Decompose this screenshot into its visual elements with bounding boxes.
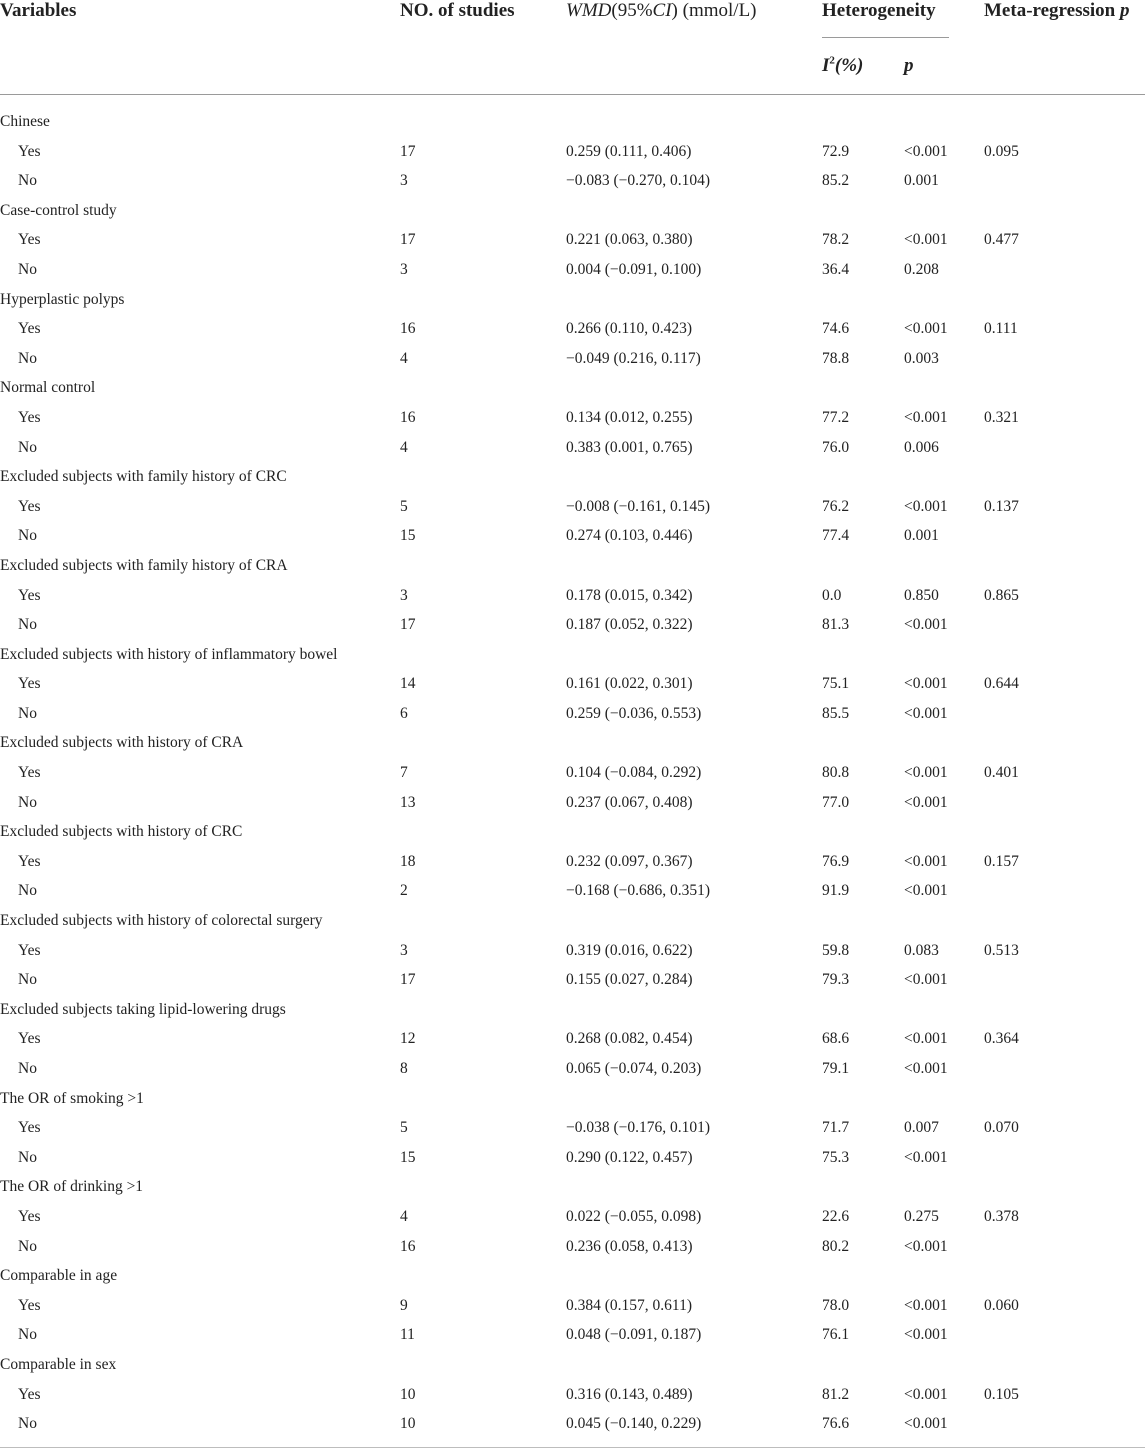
subgroup-cell: Yes: [18, 231, 41, 249]
p-cell: <0.001: [904, 675, 948, 693]
table-row: [0, 581, 1145, 611]
table-row: [0, 344, 1145, 374]
header-wmd-paren: (95%: [611, 0, 653, 21]
meta-regression-cell: 0.105: [984, 1385, 1019, 1403]
subgroup-cell: Yes: [18, 675, 41, 693]
subgroup-cell: Yes: [18, 320, 41, 338]
group-label: Chinese: [0, 113, 50, 130]
p-cell: <0.001: [904, 1326, 948, 1344]
num-studies-cell: 4: [400, 349, 408, 367]
meta-regression-cell: 0.865: [984, 586, 1019, 604]
p-cell: <0.001: [904, 1415, 948, 1433]
wmd-cell: 0.022 (−0.055, 0.098): [566, 1207, 702, 1225]
i2-cell: 81.3: [822, 616, 850, 634]
num-studies-cell: 14: [400, 675, 416, 693]
group-row: [0, 995, 1145, 1025]
subgroup-cell: Yes: [18, 408, 41, 426]
p-cell: <0.001: [904, 852, 948, 870]
wmd-cell: 0.266 (0.110, 0.423): [566, 320, 692, 338]
header-i2: [822, 55, 863, 77]
wmd-cell: 0.383 (0.001, 0.765): [566, 438, 693, 456]
meta-regression-cell: 0.401: [984, 764, 1019, 782]
subgroup-cell: No: [18, 172, 37, 190]
i2-cell: 80.8: [822, 764, 850, 782]
num-studies-cell: 11: [400, 1326, 415, 1344]
table-row: [0, 225, 1145, 255]
p-cell: 0.001: [904, 172, 939, 190]
header-meta-regression: [984, 0, 1129, 22]
table-row: [0, 1409, 1145, 1439]
p-cell: <0.001: [904, 793, 948, 811]
subgroup-cell: No: [18, 349, 37, 367]
subgroup-cell: Yes: [18, 586, 41, 604]
header-wmd: [566, 0, 757, 22]
i2-cell: 91.9: [822, 882, 850, 900]
header-i2-letter: I: [822, 55, 830, 76]
p-cell: <0.001: [904, 497, 948, 515]
wmd-cell: 0.104 (−0.084, 0.292): [566, 764, 702, 782]
i2-cell: 79.3: [822, 971, 850, 989]
group-label: The OR of smoking >1: [0, 1089, 144, 1107]
group-row: [0, 640, 1145, 670]
num-studies-cell: 13: [400, 793, 416, 811]
num-studies-cell: 5: [400, 1119, 408, 1137]
meta-regression-cell: 0.137: [984, 497, 1019, 515]
p-cell: <0.001: [904, 1385, 948, 1403]
header-i2-sup: 2: [829, 54, 835, 67]
subgroup-cell: No: [18, 1415, 37, 1433]
group-row: [0, 1261, 1145, 1291]
i2-cell: 76.6: [822, 1415, 850, 1433]
num-studies-cell: 4: [400, 438, 408, 456]
header-i2-unit: (%): [834, 55, 864, 76]
wmd-cell: 0.134 (0.012, 0.255): [566, 408, 693, 426]
p-cell: 0.208: [904, 260, 939, 278]
table-row: [0, 610, 1145, 640]
header-wmd-rest: ) (mmol/L): [671, 0, 757, 21]
group-row: [0, 285, 1145, 315]
wmd-cell: −0.168 (−0.686, 0.351): [566, 882, 711, 900]
subgroup-cell: No: [18, 616, 37, 634]
subgroup-cell: No: [18, 971, 37, 989]
meta-regression-cell: 0.644: [984, 675, 1019, 693]
subgroup-cell: Yes: [18, 1207, 41, 1225]
i2-cell: 85.5: [822, 704, 850, 722]
group-label: Comparable in age: [0, 1267, 118, 1285]
group-label: Hyperplastic polyps: [0, 290, 125, 308]
num-studies-cell: 7: [400, 764, 408, 782]
i2-cell: 77.4: [822, 527, 850, 545]
header-variables: Variables: [0, 0, 77, 21]
wmd-cell: 0.316 (0.143, 0.489): [566, 1385, 693, 1403]
subgroup-cell: Yes: [18, 941, 41, 959]
group-row: [0, 817, 1145, 847]
p-cell: <0.001: [904, 764, 948, 782]
p-cell: 0.006: [904, 438, 939, 456]
table-row: [0, 965, 1145, 995]
subgroup-cell: Yes: [18, 497, 41, 515]
i2-cell: 59.8: [822, 941, 850, 959]
table-body: [0, 107, 1145, 1439]
table-row: [0, 1113, 1145, 1143]
p-cell: <0.001: [904, 1296, 948, 1314]
i2-cell: 74.6: [822, 320, 850, 338]
num-studies-cell: 9: [400, 1296, 408, 1314]
meta-regression-cell: 0.060: [984, 1296, 1019, 1314]
table-row: [0, 758, 1145, 788]
p-cell: <0.001: [904, 1060, 948, 1077]
subgroup-cell: No: [18, 704, 37, 722]
p-cell: 0.083: [904, 941, 939, 959]
group-label: Case-control study: [0, 201, 117, 219]
wmd-cell: 0.161 (0.022, 0.301): [566, 675, 693, 693]
group-label: Excluded subjects with history of CRA: [0, 734, 244, 752]
p-cell: <0.001: [904, 704, 948, 722]
p-cell: <0.001: [904, 882, 948, 900]
p-cell: 0.275: [904, 1207, 939, 1225]
table-row: [0, 788, 1145, 818]
table-row: [0, 847, 1145, 877]
wmd-cell: 0.319 (0.016, 0.622): [566, 941, 693, 959]
wmd-cell: 0.237 (0.067, 0.408): [566, 793, 693, 811]
i2-cell: 85.2: [822, 172, 850, 190]
i2-cell: 76.1: [822, 1326, 850, 1344]
i2-cell: 71.7: [822, 1119, 850, 1137]
table-row: [0, 699, 1145, 729]
subgroup-cell: No: [18, 1148, 37, 1166]
table-row: [0, 255, 1145, 285]
i2-cell: 75.3: [822, 1148, 850, 1166]
p-cell: <0.001: [904, 231, 948, 249]
header-p: [904, 55, 914, 77]
wmd-cell: 0.290 (0.122, 0.457): [566, 1148, 693, 1166]
i2-cell: 75.1: [822, 675, 850, 693]
group-row: [0, 1084, 1145, 1114]
wmd-cell: 0.259 (−0.036, 0.553): [566, 704, 702, 722]
i2-cell: 77.2: [822, 408, 850, 426]
wmd-cell: 0.259 (0.111, 0.406): [566, 142, 692, 160]
subgroup-cell: No: [18, 1060, 37, 1077]
group-row: [0, 107, 1145, 137]
i2-cell: 76.0: [822, 438, 850, 456]
num-studies-cell: 15: [400, 527, 416, 545]
num-studies-cell: 6: [400, 704, 408, 722]
i2-cell: 78.8: [822, 349, 850, 367]
meta-regression-cell: 0.157: [984, 852, 1019, 870]
header-wmd-ci: CI: [652, 0, 672, 21]
meta-regression-cell: 0.513: [984, 941, 1019, 959]
meta-regression-cell: 0.095: [984, 142, 1019, 160]
p-cell: 0.003: [904, 349, 939, 367]
subgroup-cell: Yes: [18, 1119, 41, 1137]
group-row: [0, 462, 1145, 492]
i2-cell: 77.0: [822, 793, 850, 811]
wmd-cell: 0.274 (0.103, 0.446): [566, 527, 693, 545]
p-cell: <0.001: [904, 320, 948, 338]
table-row: [0, 403, 1145, 433]
i2-cell: 36.4: [822, 260, 850, 278]
header-num-studies: NO. of studies: [400, 0, 515, 21]
num-studies-cell: 17: [400, 971, 416, 989]
meta-regression-cell: 0.378: [984, 1207, 1019, 1225]
p-cell: <0.001: [904, 1148, 948, 1166]
wmd-cell: −0.038 (−0.176, 0.101): [566, 1119, 711, 1137]
group-label: Normal control: [0, 379, 96, 397]
wmd-cell: 0.268 (0.082, 0.454): [566, 1030, 693, 1048]
meta-regression-cell: 0.321: [984, 408, 1019, 426]
i2-cell: 79.1: [822, 1060, 850, 1077]
wmd-cell: 0.384 (0.157, 0.611): [566, 1296, 692, 1314]
table-row: [0, 1291, 1145, 1321]
i2-cell: 76.2: [822, 497, 850, 515]
num-studies-cell: 17: [400, 231, 416, 249]
group-row: [0, 728, 1145, 758]
i2-cell: 72.9: [822, 142, 850, 160]
group-label: The OR of drinking >1: [0, 1178, 144, 1196]
subgroup-cell: No: [18, 438, 37, 456]
subgroup-cell: Yes: [18, 1296, 41, 1314]
num-studies-cell: 3: [400, 586, 408, 604]
table-row: [0, 137, 1145, 167]
table-row: [0, 492, 1145, 522]
table-row: [0, 1024, 1145, 1054]
p-cell: <0.001: [904, 142, 948, 160]
num-studies-cell: 17: [400, 616, 416, 634]
wmd-cell: 0.187 (0.052, 0.322): [566, 616, 693, 634]
i2-cell: 81.2: [822, 1385, 850, 1403]
group-label: Excluded subjects taking lipid-lowering drugs: [0, 1000, 286, 1018]
wmd-cell: −0.049 (0.216, 0.117): [566, 349, 701, 367]
wmd-cell: 0.232 (0.097, 0.367): [566, 852, 693, 870]
group-label: Excluded subjects with history of inflammatory bowel: [0, 645, 338, 663]
header-heterogeneity: Heterogeneity: [822, 0, 936, 21]
meta-regression-cell: 0.364: [984, 1030, 1019, 1048]
wmd-cell: −0.083 (−0.270, 0.104): [566, 172, 711, 190]
group-label: Excluded subjects with family history of CRC: [0, 468, 287, 486]
table-row: [0, 936, 1145, 966]
i2-cell: 68.6: [822, 1030, 850, 1048]
num-studies-cell: 8: [400, 1060, 408, 1077]
p-cell: <0.001: [904, 408, 948, 426]
num-studies-cell: 16: [400, 408, 416, 426]
table-bottom-rule: [0, 1447, 1145, 1448]
wmd-cell: 0.045 (−0.140, 0.229): [566, 1415, 702, 1433]
group-label: Excluded subjects with history of colorectal surgery: [0, 912, 323, 930]
wmd-cell: 0.065 (−0.074, 0.203): [566, 1060, 702, 1077]
group-row: [0, 373, 1145, 403]
subgroup-cell: No: [18, 527, 37, 545]
table-row: [0, 876, 1145, 906]
p-cell: 0.001: [904, 527, 939, 545]
i2-cell: 78.2: [822, 231, 850, 249]
group-label: Excluded subjects with history of CRC: [0, 823, 243, 841]
num-studies-cell: 17: [400, 142, 416, 160]
num-studies-cell: 12: [400, 1030, 416, 1048]
i2-cell: 78.0: [822, 1296, 850, 1314]
i2-cell: 22.6: [822, 1207, 850, 1225]
header-meta-regression-label: Meta-regression: [984, 0, 1120, 21]
table-row: [0, 1380, 1145, 1410]
header-p-letter: p: [904, 55, 914, 76]
subgroup-cell: No: [18, 260, 37, 278]
group-row: [0, 551, 1145, 581]
table-row: [0, 1202, 1145, 1232]
num-studies-cell: 10: [400, 1415, 416, 1433]
wmd-cell: 0.004 (−0.091, 0.100): [566, 260, 702, 278]
table-row: [0, 1143, 1145, 1173]
subgroup-cell: Yes: [18, 142, 41, 160]
subgroup-cell: Yes: [18, 764, 41, 782]
table-row: [0, 669, 1145, 699]
table-row: [0, 314, 1145, 344]
table-row: [0, 1320, 1145, 1350]
num-studies-cell: 5: [400, 497, 408, 515]
meta-regression-cell: 0.111: [984, 320, 1018, 338]
p-cell: <0.001: [904, 1030, 948, 1048]
num-studies-cell: 18: [400, 852, 416, 870]
p-cell: <0.001: [904, 616, 948, 634]
num-studies-cell: 16: [400, 1237, 416, 1255]
num-studies-cell: 2: [400, 882, 408, 900]
table-row: [0, 166, 1145, 196]
group-row: [0, 1350, 1145, 1380]
subgroup-cell: Yes: [18, 1385, 41, 1403]
group-row: [0, 196, 1145, 226]
table-row: [0, 1054, 1145, 1084]
wmd-cell: 0.178 (0.015, 0.342): [566, 586, 693, 604]
i2-cell: 0.0: [822, 586, 842, 604]
table-row: [0, 521, 1145, 551]
subgroup-cell: Yes: [18, 852, 41, 870]
header-rule: [0, 94, 1145, 95]
wmd-cell: 0.155 (0.027, 0.284): [566, 971, 693, 989]
meta-regression-cell: 0.070: [984, 1119, 1019, 1137]
table-row: [0, 1232, 1145, 1262]
heterogeneity-underline: [822, 37, 949, 38]
header-meta-regression-p: p: [1119, 0, 1130, 21]
group-row: [0, 1172, 1145, 1202]
group-label: Excluded subjects with family history of CRA: [0, 556, 288, 574]
num-studies-cell: 10: [400, 1385, 416, 1403]
group-row: [0, 906, 1145, 936]
p-cell: 0.007: [904, 1119, 939, 1137]
table-header: [0, 0, 1145, 96]
header-wmd-italic: WMD: [566, 0, 612, 21]
table-row: [0, 433, 1145, 463]
p-cell: <0.001: [904, 1237, 948, 1255]
meta-regression-cell: 0.477: [984, 231, 1019, 249]
subgroup-cell: No: [18, 882, 37, 900]
i2-cell: 80.2: [822, 1237, 850, 1255]
wmd-cell: 0.221 (0.063, 0.380): [566, 231, 693, 249]
num-studies-cell: 4: [400, 1207, 408, 1225]
group-label: Comparable in sex: [0, 1355, 117, 1373]
subgroup-cell: No: [18, 1237, 37, 1255]
wmd-cell: 0.236 (0.058, 0.413): [566, 1237, 693, 1255]
wmd-cell: −0.008 (−0.161, 0.145): [566, 497, 711, 515]
p-cell: 0.850: [904, 586, 939, 604]
num-studies-cell: 15: [400, 1148, 416, 1166]
num-studies-cell: 3: [400, 941, 408, 959]
num-studies-cell: 16: [400, 320, 416, 338]
wmd-cell: 0.048 (−0.091, 0.187): [566, 1326, 702, 1344]
p-cell: <0.001: [904, 971, 948, 989]
num-studies-cell: 3: [400, 260, 408, 278]
subgroup-cell: No: [18, 793, 37, 811]
subgroup-cell: Yes: [18, 1030, 41, 1048]
subgroup-cell: No: [18, 1326, 37, 1344]
i2-cell: 76.9: [822, 852, 850, 870]
num-studies-cell: 3: [400, 172, 408, 190]
